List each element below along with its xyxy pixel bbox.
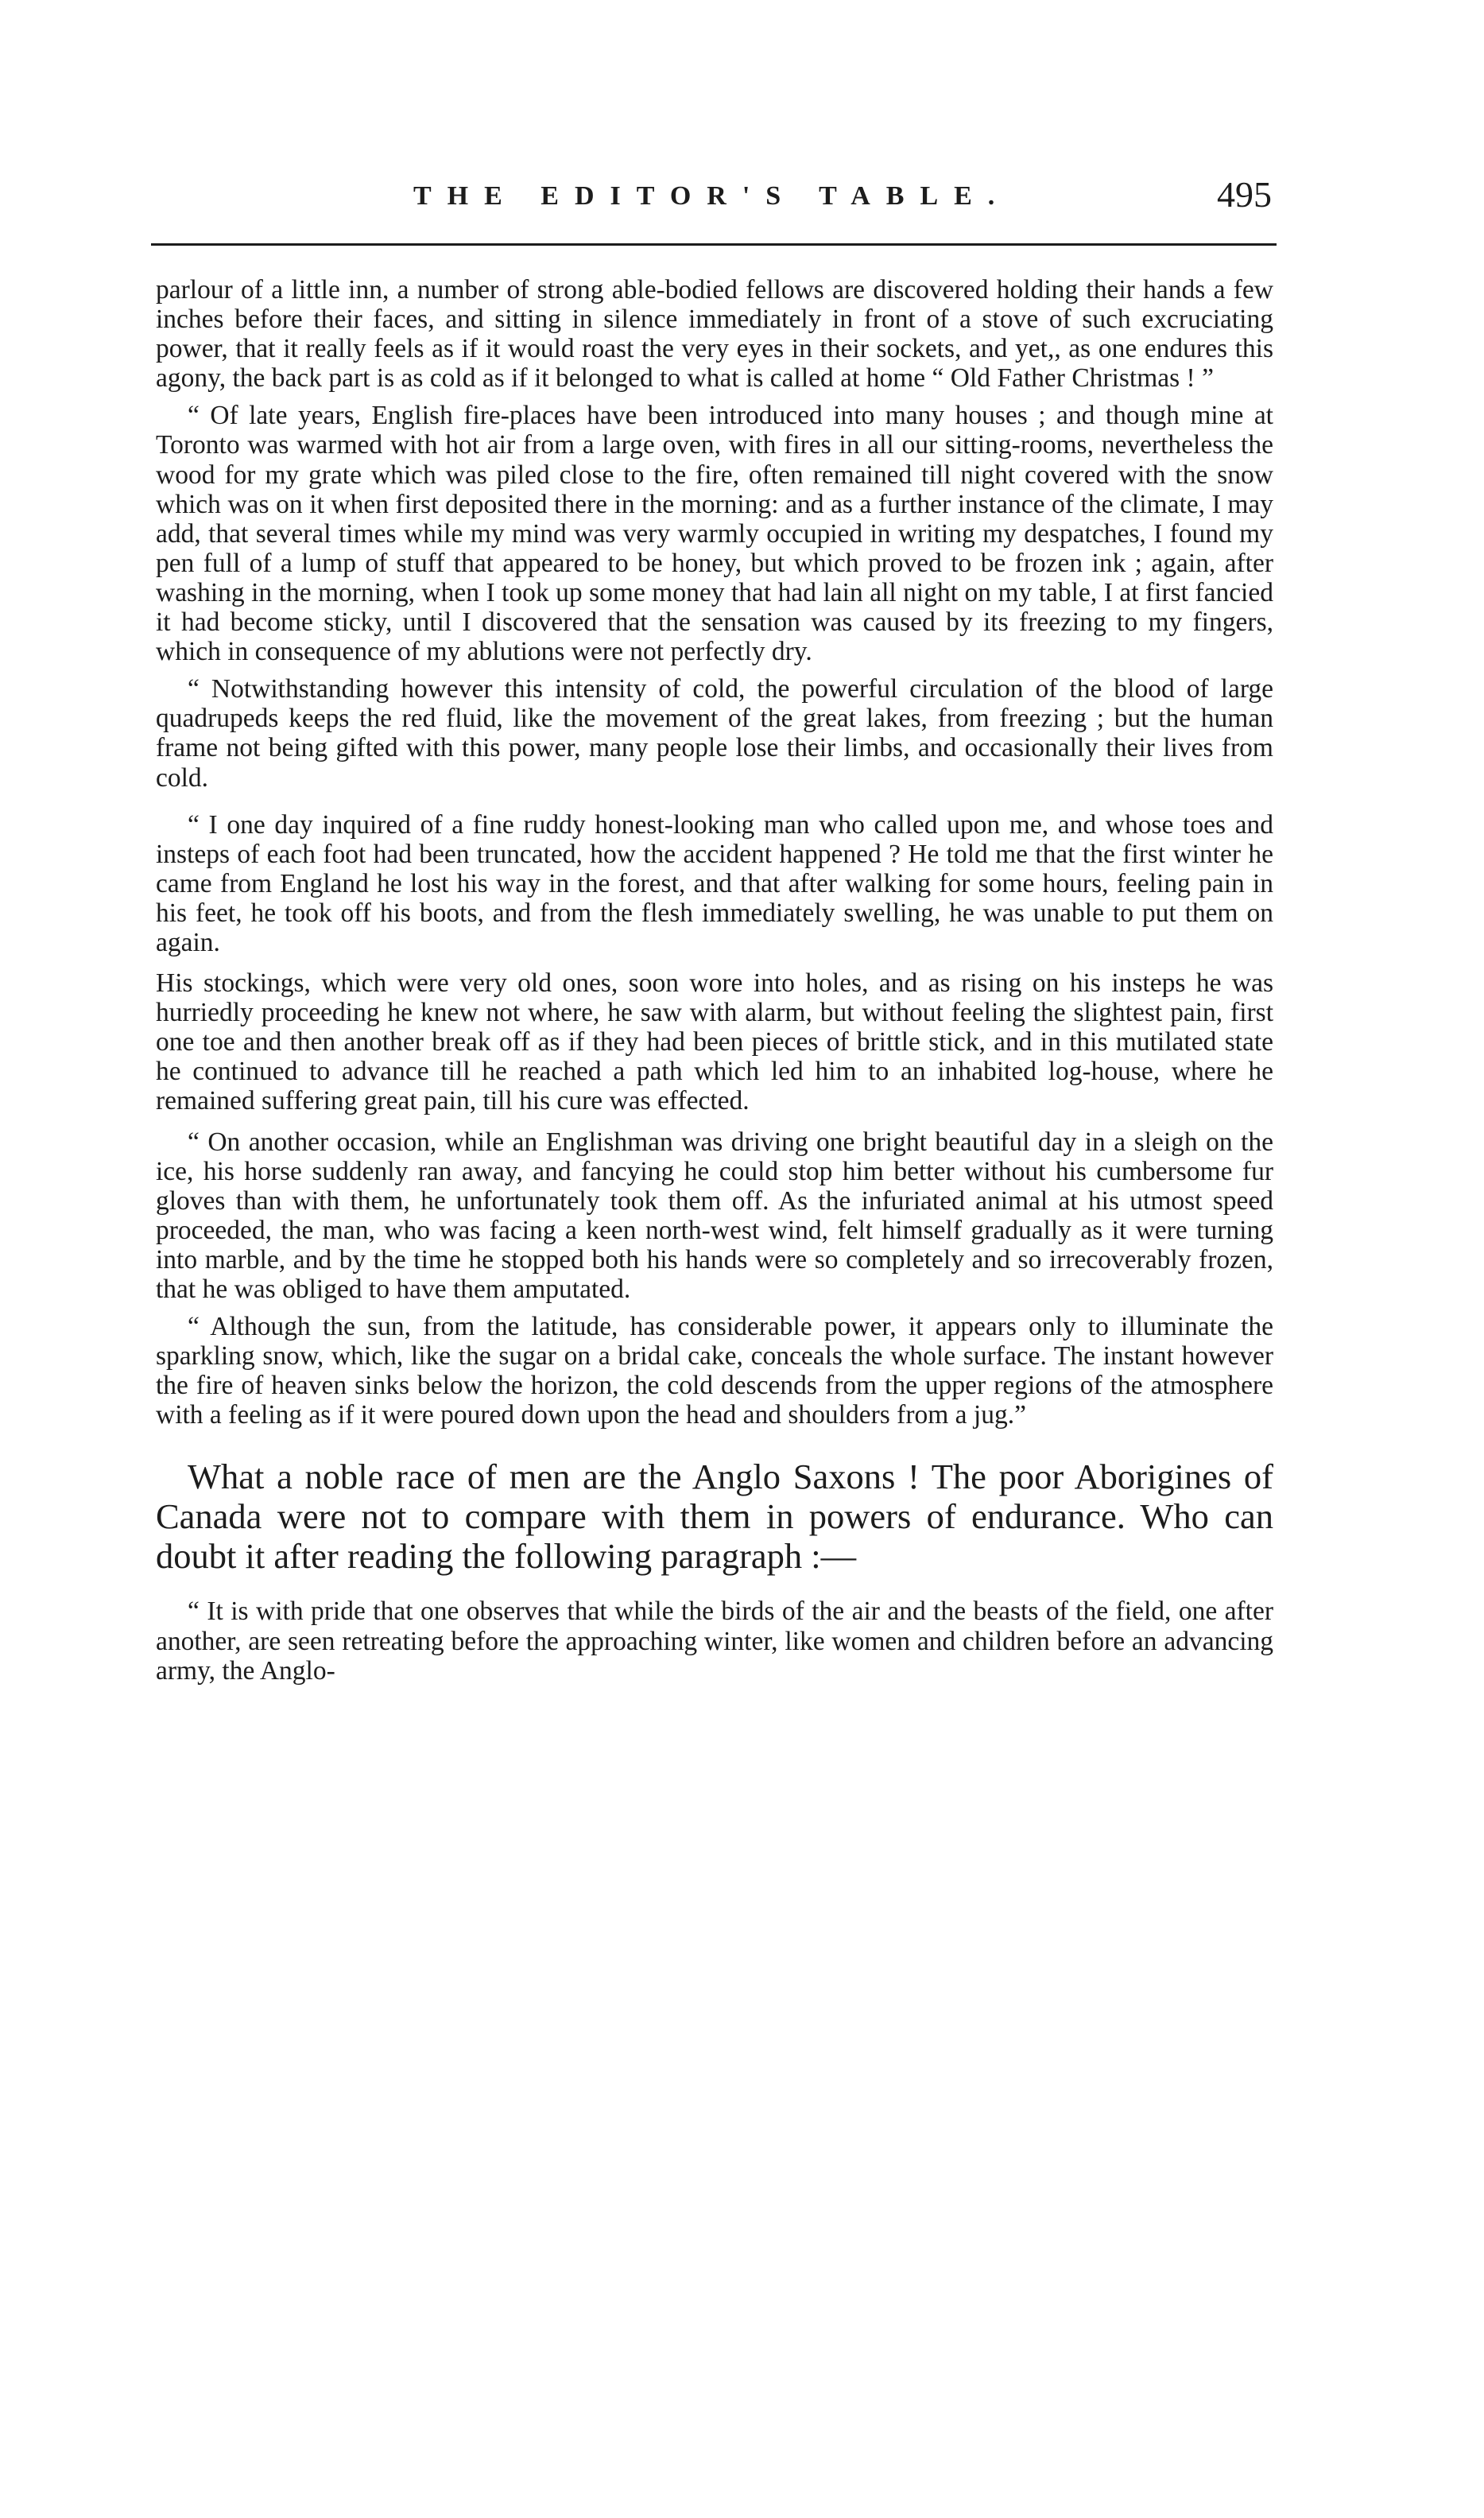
running-title: THE EDITOR'S TABLE. [413,181,1011,211]
editor-comment: What a noble race of men are the Anglo Saxons ! The poor Aborigines of Canada were not to compare with them in powers of endurance. Who can doubt it after reading the following paragraph :— [156,1457,1273,1577]
paragraph-anglo-saxon: “ It is with pride that one observes that while the birds of the air and the beasts of the field, one after another, are seen retreating before the approaching winter, like women and children before an advancing army, the Anglo- [156,1597,1273,1686]
paragraph-circulation: “ Notwithstanding however this intensity of cold, the powerful circulation of the blood of large quadrupeds keeps the red fluid, like the movement of the great lakes, from freezing ; but the human frame not being gifted with this power, many people lose their limbs, and occasionally their lives from cold. [156,674,1273,793]
running-head [159,173,1272,229]
body-text [156,275,1273,1686]
page-number: 495 [1217,174,1272,215]
paragraph-stockings: His stockings, which were very old ones, soon wore into holes, and as rising on his insteps he was hurriedly proceeding he knew not where, he saw with alarm, but without feeling the slightest pain, first one toe and then another break off as if they had been pieces of brittle stick, and in this mutilated state he continued to advance till he reached a path which led him to an inhabited log-house, where he remained suffering great pain, till his cure was effected. [156,968,1273,1116]
paragraph-sleigh: “ On another occasion, while an Englishman was driving one bright beautiful day in a sleigh on the ice, his horse suddenly ran away, and fancying he could stop him better without his cumbersome fur gloves than with them, he unfortunately took them off. As the infuriated animal at his utmost speed proceeded, the man, who was facing a keen north-west wind, felt himself gradually as it were turning into marble, and by the time he stopped both his hands were so completely and so irrecoverably frozen, that he was obliged to have them amputated. [156,1127,1273,1304]
paragraph-sun: “ Although the sun, from the latitude, has considerable power, it appears only to illuminate the sparkling snow, which, like the sugar on a bridal cake, conceals the whole surface. The instant however the fire of heaven sinks below the horizon, the cold descends from the upper regions of the atmosphere with a feeling as if it were poured down upon the head and shoulders from a jug.” [156,1312,1273,1430]
paragraph-ruddy-man: “ I one day inquired of a fine ruddy honest-looking man who called upon me, and whose toes and insteps of each foot had been truncated, how the accident happened ? He told me that the first winter he came from England he lost his way in the forest, and that after walking for some hours, feeling pain in his feet, he took off his boots, and from the flesh immediately swelling, he was unable to put them on again. [156,809,1273,957]
header-rule [151,243,1277,246]
paragraph-fire-places: “ Of late years, English fire-places have been introduced into many houses ; and though mine at Toronto was warmed with hot air from a large oven, with fires in all our sitting-rooms, nevertheless the wood for my grate which was piled close to the fire, often remained till night covered with the snow which was on it when first deposited there in the morning: and as a further instance of the climate, I may add, that several times while my mind was very warmly occupied in writing my despatches, I found my pen full of a lump of stuff that appeared to be honey, but which proved to be frozen ink ; again, after washing in the morning, when I took up some money that had lain all night on my table, I at first fancied it had become sticky, until I discovered that the sensation was caused by its freezing to my fingers, which in consequence of my ablutions were not perfectly dry. [156,401,1273,667]
paragraph-continued: parlour of a little inn, a number of strong able-bodied fellows are discovered holding their hands a few inches before their faces, and sitting in silence immediately in front of a stove of such excruciating power, that it really feels as if it would roast the very eyes in their sockets, and yet,, as one endures this agony, the back part is as cold as if it belonged to what is called at home “ Old Father Christmas ! ” [156,275,1273,394]
